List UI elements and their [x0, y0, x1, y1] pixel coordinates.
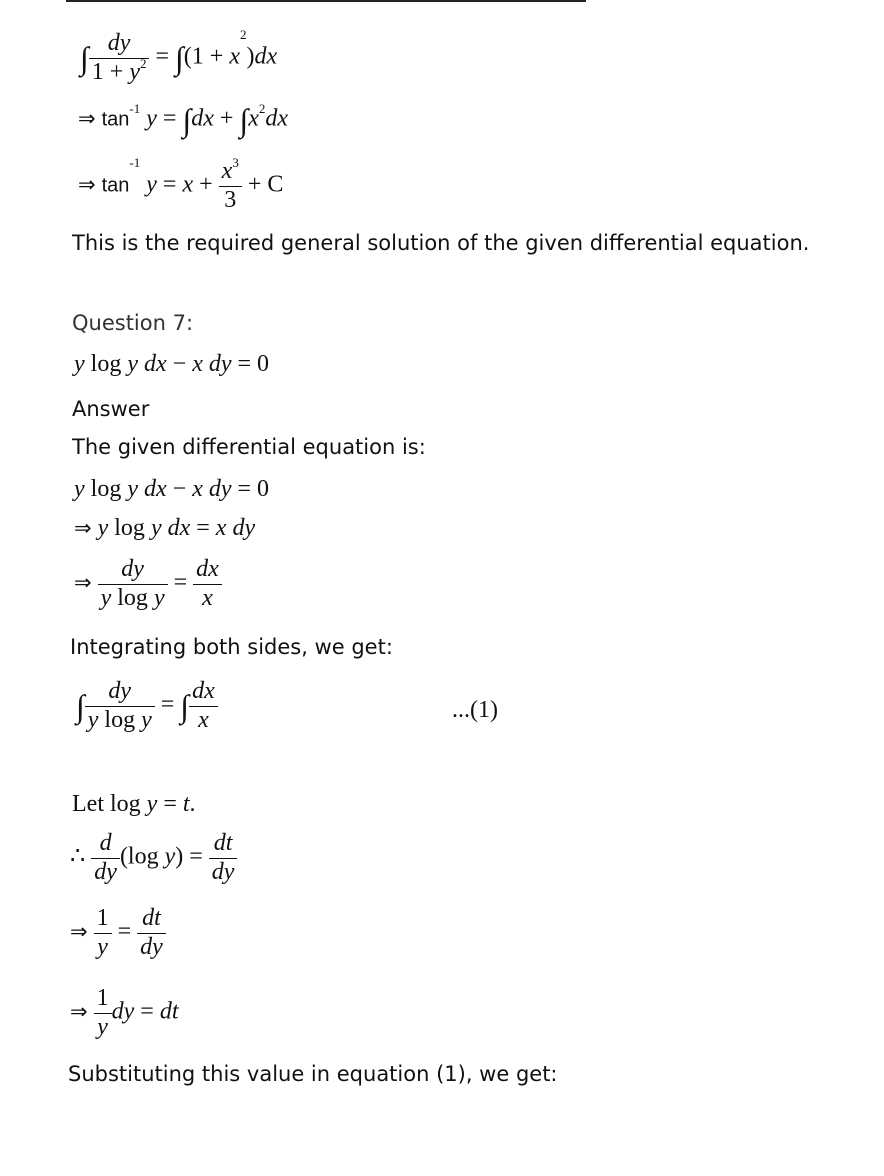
eq-rearranged: ⇒ y log y dx = x dy — [74, 515, 256, 541]
integrating-text: Integrating both sides, we get: — [70, 635, 393, 659]
eq-derivative: ∴ $\frac{d}{dy}$ (log y) = $\frac{dt}{dy}$ — [70, 830, 237, 886]
eq-general-solution: ⇒ $\tan^{-1} y = x$ + $\frac{x^3}{3}$ + C — [78, 155, 284, 213]
conclusion-text: This is the required general solution of the given differential equation. — [72, 231, 810, 255]
eq-given: y log y dx − x dy = 0 — [74, 476, 270, 502]
eq-question: y log y dx − x dy = 0 — [74, 351, 270, 377]
answer-label: Answer — [72, 397, 150, 421]
eq-tan-inverse-integral: ⇒ $\tan^{-1} y = \int dx + \int x^2dx$ — [78, 101, 289, 138]
let-label: Let — [72, 791, 104, 817]
eq-reciprocal: ⇒ $\frac{1}{y}$ = $\frac{dt}{dy}$ — [70, 905, 166, 961]
eq-substitution: Let log y = t. — [72, 791, 196, 817]
eq-integral-setup: ∫ $\frac{dy}{1 + y^2}$ = $\int(1 + x^2)dx$ — [80, 27, 278, 85]
equation-tag: ...(1) — [452, 697, 498, 723]
eq-integrated: ∫ $\frac{dy}{\text{y log y}}$ = ∫ $\frac{dx}{x}$ — [76, 678, 218, 734]
given-text: The given differential equation is: — [72, 435, 426, 459]
top-rule — [66, 0, 586, 2]
eq-separated: ⇒ $\frac{dy}{\text{y log y}}$ = $\frac{dx}{x}$ — [74, 556, 222, 612]
eq-differential: ⇒ $\frac{1}{y}$ dy = dt — [70, 985, 179, 1040]
question-label: Question 7: — [72, 311, 194, 335]
substituting-text: Substituting this value in equation (1), we get: — [68, 1062, 558, 1086]
